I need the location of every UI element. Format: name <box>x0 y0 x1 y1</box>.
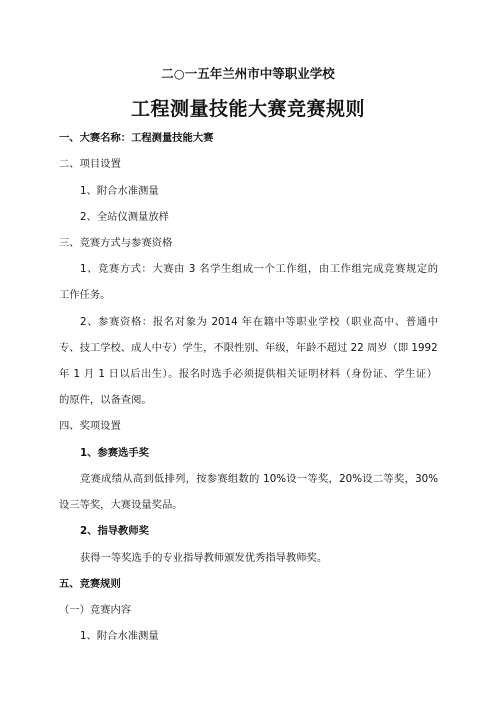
subsection-heading: 2、指导教师奖 <box>80 525 149 537</box>
paragraph-line: 2、参赛资格：报名对象为 2014 年在籍中等职业学校（职业高中、普通中 <box>80 316 438 328</box>
section-heading: 四、奖项设置 <box>59 420 121 432</box>
paragraph-line: 的原件，以备查阅。 <box>59 394 152 406</box>
list-item: 1、附合水准测量 <box>80 185 159 197</box>
paragraph-line: 专、技工学校、成人中专）学生，不限性别、年级，年龄不超过 22 周岁（即 1992 <box>59 342 438 354</box>
paragraph-line: 1、竞赛方式：大赛由 3 名学生组成一个工作组，由工作组完成竞赛规定的 <box>80 263 438 275</box>
section-heading: 二、项目设置 <box>59 158 121 170</box>
list-item: 2、全站仪测量放样 <box>80 211 169 223</box>
section-heading: 三、竞赛方式与参赛资格 <box>59 237 173 249</box>
subsection-heading: （一）竞赛内容 <box>59 604 132 616</box>
section-heading: 五、竞赛规则 <box>59 578 121 590</box>
paragraph-line: 年 1 月 1 日以后出生）。报名时选手必须提供相关证明材料（身份证、学生证） <box>59 368 437 380</box>
list-item: 1、附合水准测量 <box>80 630 159 642</box>
paragraph-line: 设三等奖，大赛设量奖品。 <box>59 499 183 511</box>
subsection-heading: 1、参赛选手奖 <box>80 447 149 459</box>
section-heading: 一、大赛名称：工程测量技能大赛 <box>59 132 214 144</box>
paragraph-line: 获得一等奖选手的专业指导教师颁发优秀指导教师奖。 <box>80 552 328 564</box>
paragraph-line: 竞赛成绩从高到低排列，按参赛组数的 10%设一等奖，20%设二等奖，30% <box>80 473 438 485</box>
paragraph-line: 工作任务。 <box>59 289 111 301</box>
page-title: 工程测量技能大赛竞赛规则 <box>130 98 365 120</box>
school-title: 二○一五年兰州市中等职业学校 <box>161 66 335 81</box>
